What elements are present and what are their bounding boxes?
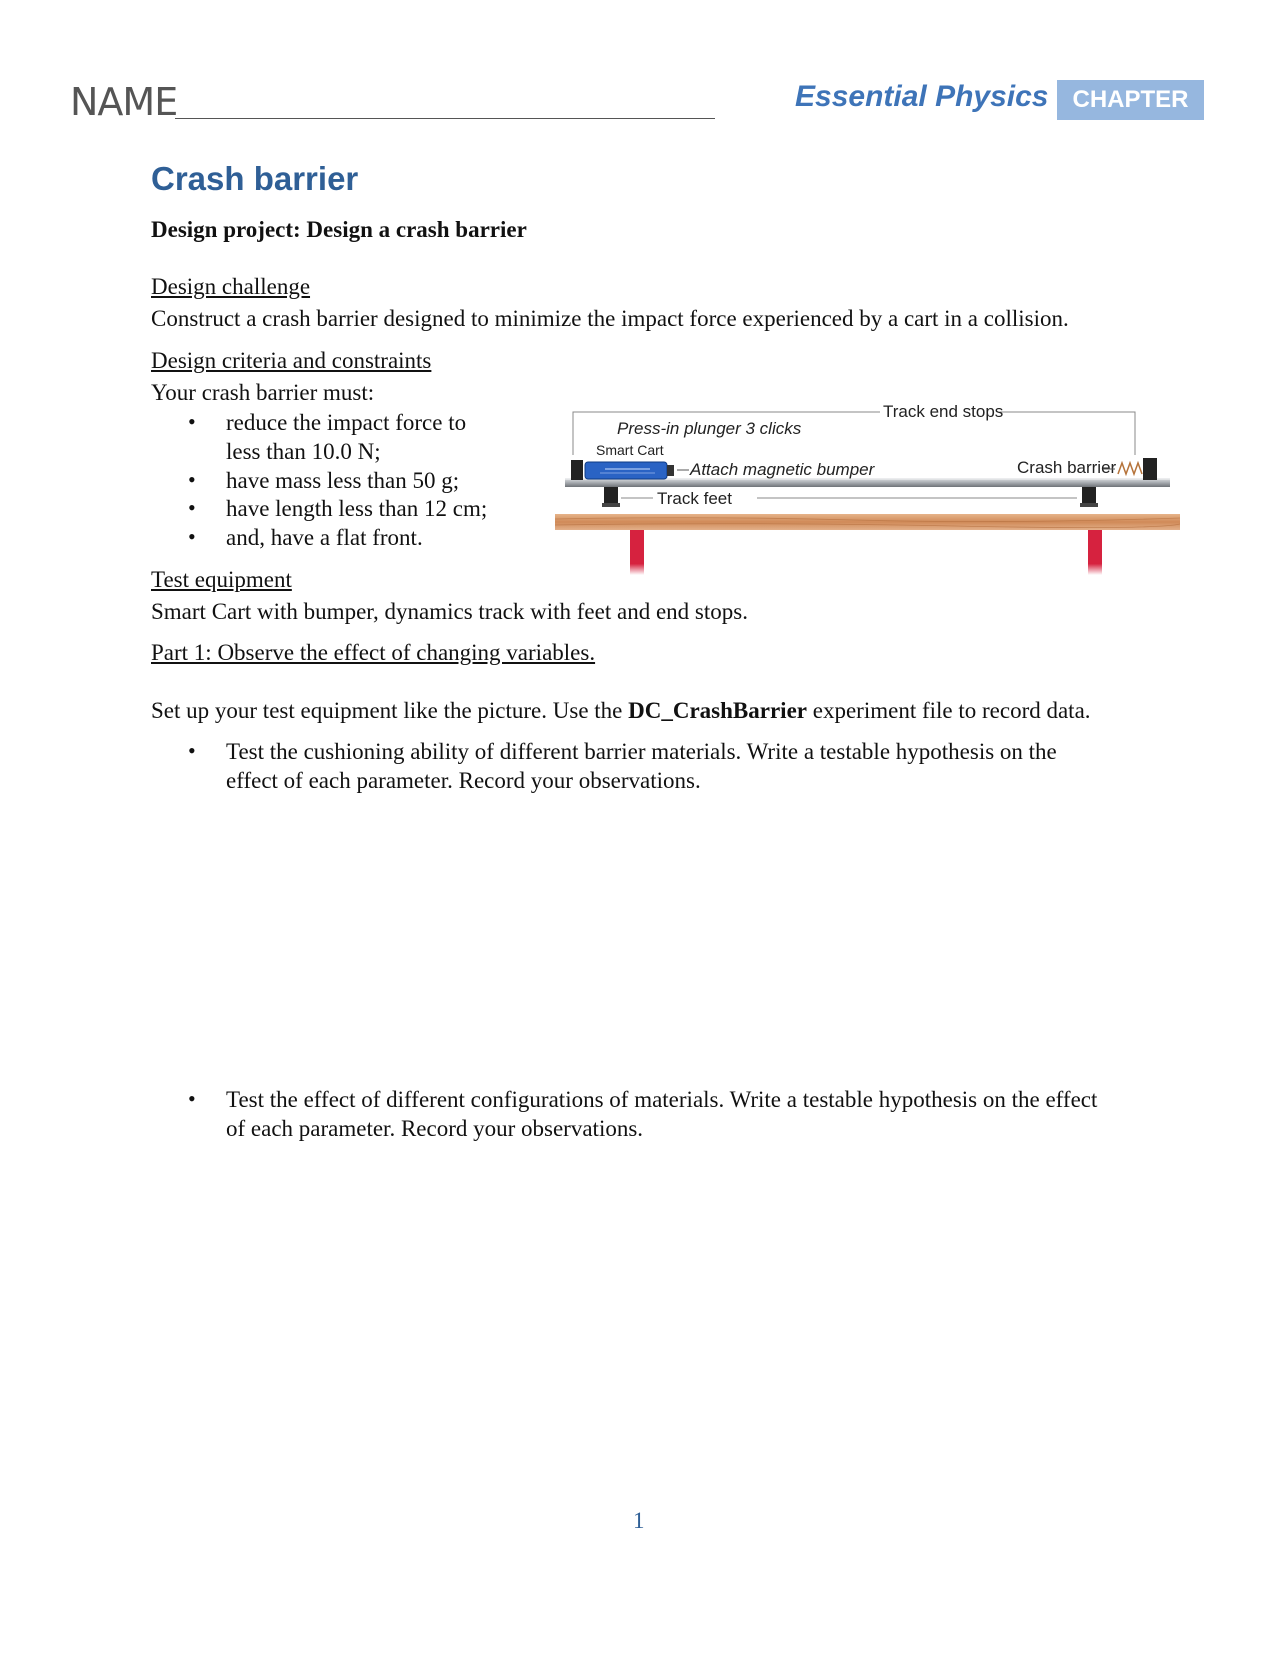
brand-title: Essential Physics (795, 80, 1049, 113)
criteria-item: have length less than 12 cm; (226, 496, 488, 521)
name-write-line (175, 118, 715, 119)
label-smart-cart: Smart Cart (596, 442, 664, 458)
name-label: NAME (70, 80, 178, 124)
task-item-continued: of each parameter. Record your observations. (226, 1116, 644, 1141)
task-item: Test the effect of different configurations of materials. Write a testable hypothesis on the effect (226, 1087, 1098, 1112)
left-end-stop (571, 460, 583, 480)
criteria-intro: Your crash barrier must: (151, 380, 375, 405)
bullet: • (188, 524, 196, 549)
experiment-file-name: DC_CrashBarrier (628, 698, 807, 723)
page-title: Crash barrier (151, 160, 359, 197)
criteria-item: reduce the impact force to (226, 410, 467, 435)
bullet: • (188, 738, 196, 763)
task-item-continued: effect of each parameter. Record your observations. (226, 768, 701, 793)
label-plunger: Press-in plunger 3 clicks (617, 419, 802, 438)
smart-cart (585, 462, 667, 479)
part1-intro-text: Set up your test equipment like the picture. Use the (151, 698, 629, 723)
criteria-item-continued: less than 10.0 N; (226, 439, 381, 464)
equipment-text: Smart Cart with bumper, dynamics track with feet and end stops. (151, 599, 748, 624)
crash-setup-figure (555, 400, 1180, 585)
challenge-text: Construct a crash barrier designed to minimize the impact force experienced by a cart in a collision. (151, 306, 1069, 331)
label-track-feet: Track feet (657, 489, 732, 508)
page-number: 1 (633, 1508, 645, 1533)
table-leg-left (630, 530, 644, 575)
table-leg-right (1088, 530, 1102, 575)
part1-heading: Part 1: Observe the effect of changing variables. (151, 640, 596, 665)
label-track-end-stops: Track end stops (883, 402, 1004, 421)
track-foot-left (604, 487, 618, 505)
part1-intro-text-end: experiment file to record data. (807, 698, 1091, 723)
bullet: • (188, 1086, 196, 1111)
track-foot-right (1082, 487, 1096, 505)
part1-intro (151, 696, 1091, 725)
bullet: • (188, 495, 196, 520)
label-magnetic-bumper: Attach magnetic bumper (690, 460, 875, 479)
criteria-heading: Design criteria and constraints (151, 348, 432, 373)
right-end-stop (1143, 458, 1157, 480)
barrier-spring (1118, 463, 1142, 474)
criteria-item: have mass less than 50 g; (226, 468, 460, 493)
bullet: • (188, 467, 196, 492)
challenge-heading: Design challenge (151, 274, 311, 299)
task-item: Test the cushioning ability of different barrier materials. Write a testable hypothesis on the (226, 739, 1057, 764)
equipment-heading: Test equipment (151, 567, 292, 592)
criteria-item: and, have a flat front. (226, 525, 423, 550)
magnetic-bumper (667, 465, 674, 476)
subtitle: Design project: Design a crash barrier (151, 217, 527, 242)
chapter-badge: CHAPTER 11 (1057, 80, 1204, 120)
bullet: • (188, 409, 196, 434)
label-crash-barrier: Crash barrier (1017, 458, 1117, 477)
